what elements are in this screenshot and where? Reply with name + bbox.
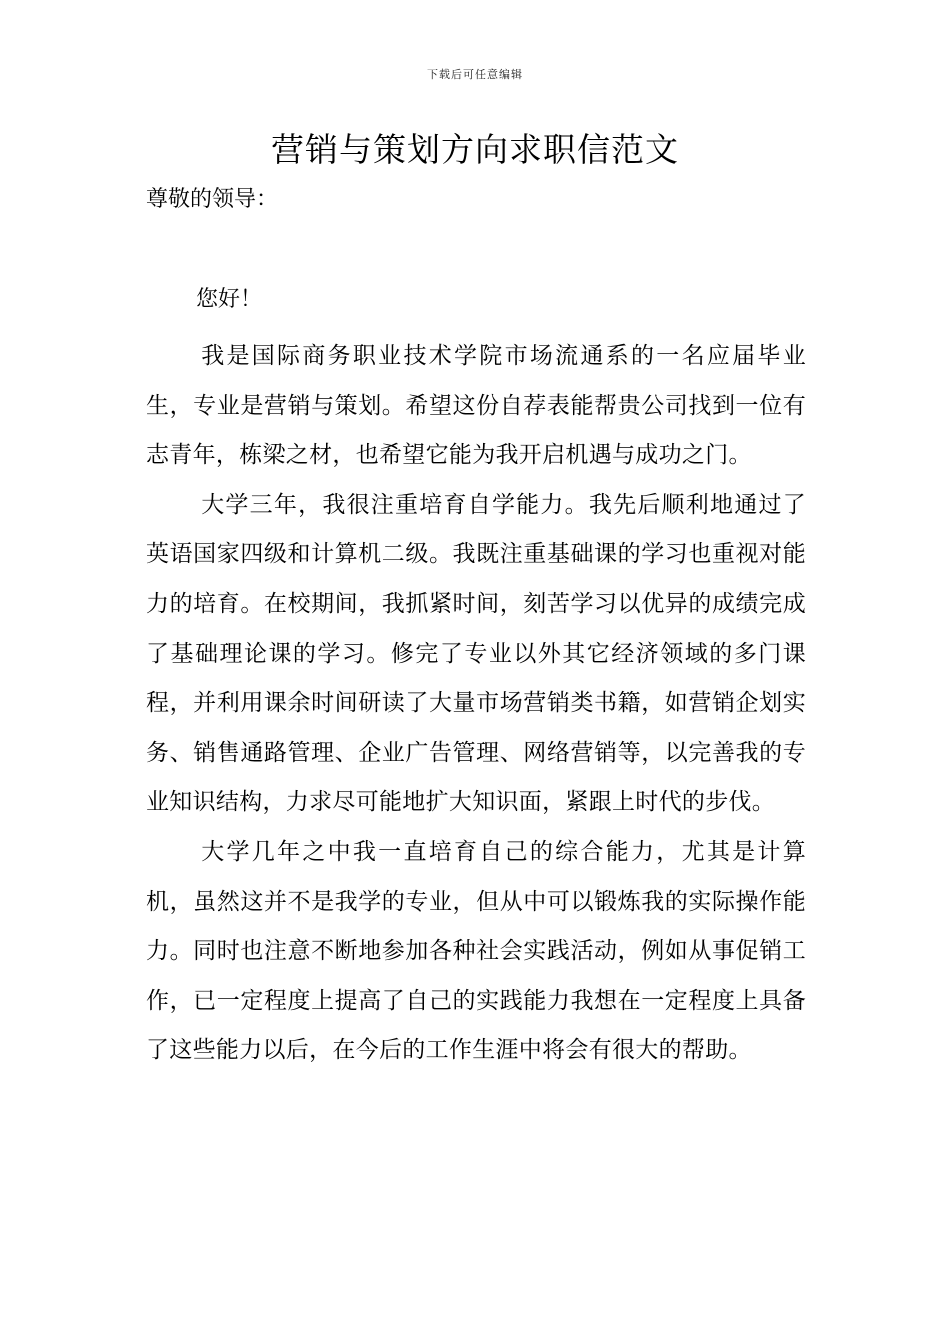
salutation: 尊敬的领导： bbox=[146, 187, 279, 212]
paragraph-studies: 大学三年，我很注重培育自学能力。我先后顺利地通过了英语国家四级和计算机二级。我既注重基础课的学习也重视对能力的培育。在校期间，我抓紧时间，刻苦学习以优异的成绩完成了基础理论课的学习。修完了专业以外其它经济领域的多门课程，并利用课余时间研读了大量市场营销类书籍，如营销企划实务、销售通路管理、企业广告管理、网络营销等，以完善我的专业知识结构，力求尽可能地扩大知识面，紧跟上时代的步伐。 bbox=[146, 491, 806, 816]
greeting: 您好！ bbox=[196, 287, 263, 312]
paragraph-intro: 我是国际商务职业技术学院市场流通系的一名应届毕业生，专业是营销与策划。希望这份自荐表能帮贵公司找到一位有志青年，栋梁之材，也希望它能为我开启机遇与成功之门。 bbox=[146, 343, 806, 469]
document-title: 营销与策划方向求职信范文 bbox=[271, 130, 679, 169]
paragraph-abilities: 大学几年之中我一直培育自己的综合能力，尤其是计算机，虽然这并不是我学的专业，但从中可以锻炼我的实际操作能力。同时也注意不断地参加各种社会实践活动，例如从事促销工作，已一定程度上提高了自己的实践能力我想在一定程度上具备了这些能力以后，在今后的工作生涯中将会有很大的帮助。 bbox=[146, 838, 806, 1064]
header-note: 下载后可任意编辑 bbox=[427, 68, 523, 81]
letter-body bbox=[146, 332, 806, 1076]
